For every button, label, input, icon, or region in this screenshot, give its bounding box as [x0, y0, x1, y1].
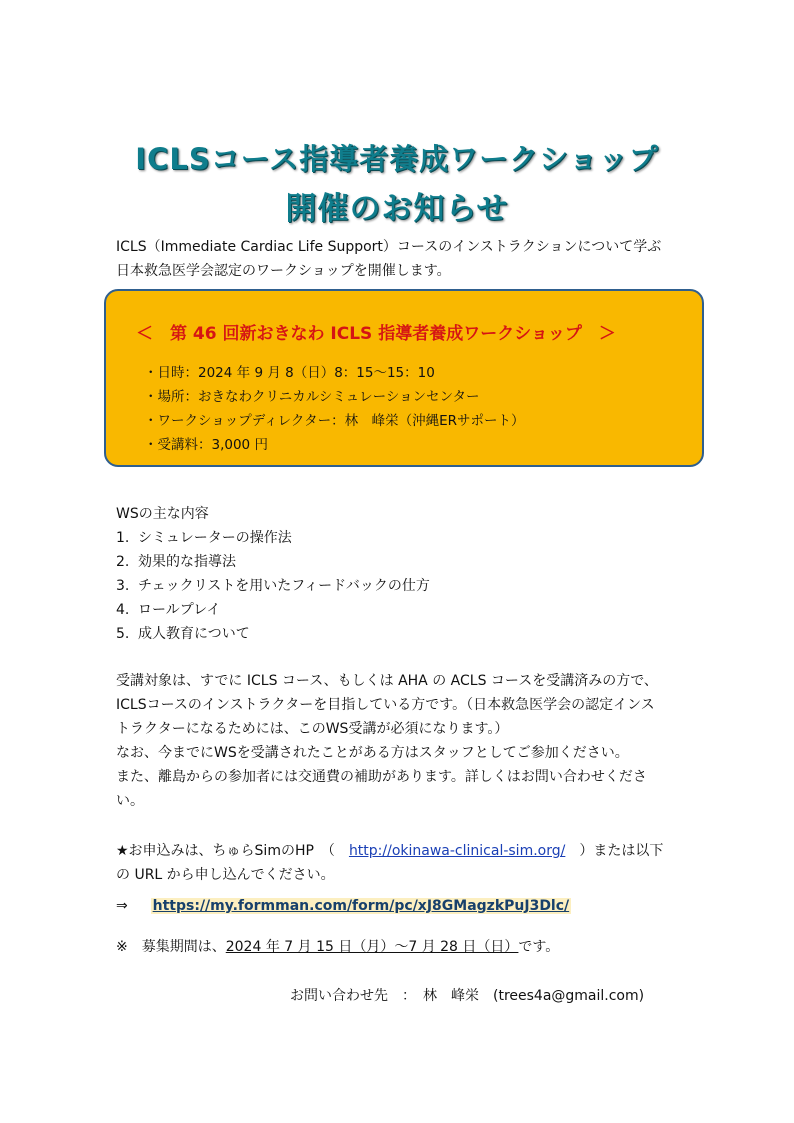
apply-line-2: の URL から申し込んでください。: [116, 867, 335, 883]
target-text-line: トラクターになるためには、このWS受講が必須になります。）: [116, 721, 509, 737]
list-item: 2. 効果的な指導法: [116, 554, 236, 570]
form-link[interactable]: https://my.formman.com/form/pc/xJ8GMagzkPuJ3Dlc/: [152, 898, 570, 914]
apply-line-1: ★お申込みは、ちゅらSimのHP （ http://okinawa-clinical-sim.org/ ）または以下: [116, 843, 664, 859]
event-venue: ・場所：おきなわクリニカルシミュレーションセンター: [144, 389, 480, 405]
period-line: ※ 募集期間は、2024 年 7 月 15 日（月）～7 月 28 日（日）です。: [116, 939, 560, 955]
event-date: ・日時：2024 年 9 月 8（日）8：15～15：10: [144, 365, 435, 381]
list-item: 5. 成人教育について: [116, 626, 250, 642]
target-text-line: 受講対象は、すでに ICLS コース、もしくは AHA の ACLS コースを受講済みの方で、: [116, 673, 658, 689]
event-director: ・ワークショップディレクター：林 峰栄（沖縄ERサポート）: [144, 413, 525, 429]
event-fee: ・受講料：3,000 円: [144, 437, 268, 453]
contact-line: お問い合わせ先 ： 林 峰栄 (trees4a@gmail.com): [290, 988, 645, 1004]
period-dates: 2024 年 7 月 15 日（月）～7 月 28 日（日）: [225, 939, 519, 955]
target-text-line: い。: [116, 793, 144, 809]
target-text-line: ICLSコースのインストラクターを目指している方です。（日本救急医学会の認定インス: [116, 697, 655, 713]
event-heading: ＜ 第 46 回新おきなわ ICLS 指導者養成ワークショップ ＞: [136, 324, 616, 344]
intro-line-1: ICLS（Immediate Cardiac Life Support）コースのインストラクションについて学ぶ: [116, 239, 662, 255]
target-text-line: また、離島からの参加者には交通費の補助があります。詳しくはお問い合わせくださ: [116, 769, 647, 785]
intro-line-2: 日本救急医学会認定のワークショップを開催します。: [116, 263, 451, 279]
form-url-line: [116, 898, 571, 914]
arrow-icon: ⇒: [116, 898, 128, 914]
page-subtitle: 開催のお知らせ: [285, 191, 509, 227]
event-info-box: [104, 289, 704, 467]
contents-heading: WSの主な内容: [116, 506, 209, 522]
list-item: 1. シミュレーターの操作法: [116, 530, 292, 546]
list-item: 4. ロールプレイ: [116, 602, 221, 618]
target-text-line: なお、今までにWSを受講されたことがある方はスタッフとしてご参加ください。: [116, 745, 629, 761]
hp-link[interactable]: http://okinawa-clinical-sim.org/: [348, 843, 566, 859]
page-title: ICLSコース指導者養成ワークショップ: [135, 142, 659, 176]
list-item: 3. チェックリストを用いたフィードバックの仕方: [116, 578, 430, 594]
